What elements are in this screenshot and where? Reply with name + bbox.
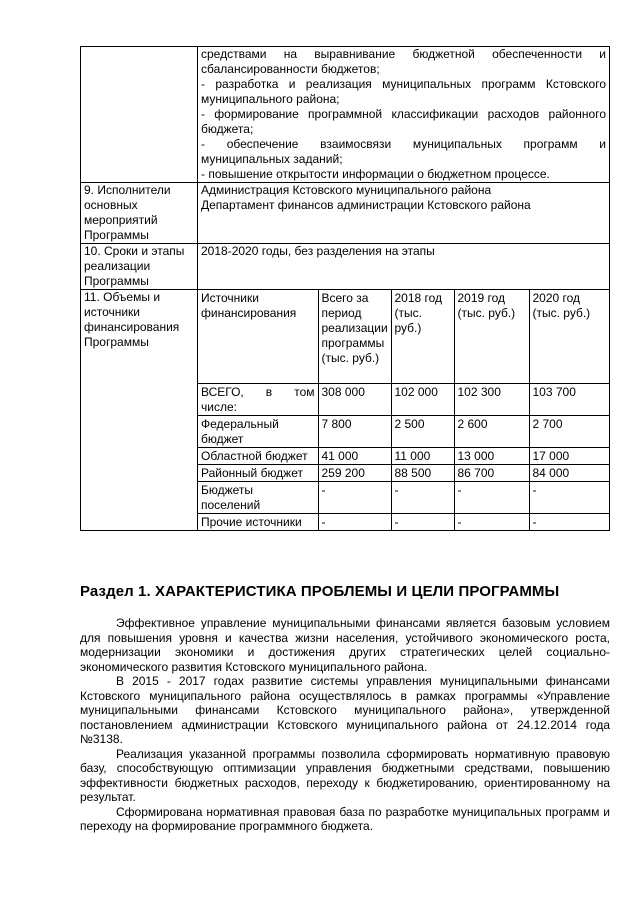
- financing-label: 11. Объемы и источники финансирования Программы: [81, 290, 198, 531]
- passport-label-cell: [81, 47, 198, 183]
- program-passport-table: [80, 46, 610, 531]
- header-2019: 2019 год (тыс. руб.): [454, 290, 529, 384]
- passport-value-cell: [198, 47, 610, 183]
- section-title: Раздел 1. ХАРАКТЕРИСТИКА ПРОБЛЕМЫ И ЦЕЛИ ПРОГРАММЫ: [80, 583, 560, 600]
- executor-line: Администрация Кстовского муниципального района: [201, 183, 492, 197]
- value-2020: 84 000: [529, 465, 609, 482]
- terms-label: 10. Сроки и этапы реализации Программы: [81, 244, 198, 290]
- value-total: 7 800: [318, 416, 391, 448]
- terms-value: 2018-2020 годы, без разделения на этапы: [198, 244, 610, 290]
- source-name: Районный бюджет: [198, 465, 318, 482]
- value-2020: -: [529, 514, 609, 531]
- task-line: - формирование программной классификации расходов районного бюджета;: [201, 107, 606, 136]
- task-line: средствами на выравнивание бюджетной обеспеченности и сбалансированности бюджетов;: [201, 47, 606, 76]
- section-body: [80, 616, 610, 834]
- value-2020: 2 700: [529, 416, 609, 448]
- body-paragraph: Сформирована нормативная правовая база по разработке муниципальных программ и переходу на формирование программного бюджета.: [80, 804, 610, 833]
- passport-row-terms: [81, 244, 610, 290]
- value-2018: 2 500: [391, 416, 454, 448]
- financing-row: [198, 416, 609, 448]
- body-paragraph: В 2015 - 2017 годах развитие системы управления муниципальными финансами Кстовского муниципального района осуществлялось в рамках программы «Управление муниципальными финансами Кстовского муниципального района», утвержденной постановлением администрации Кстовского муниципального района от 24.12.2014 года №3138.: [80, 674, 610, 746]
- value-2019: 13 000: [454, 448, 529, 465]
- source-name: Прочие источники: [198, 514, 318, 531]
- executors-value: [198, 183, 610, 244]
- value-2018: -: [391, 482, 454, 514]
- body-paragraph: Эффективное управление муниципальными финансами является базовым условием для повышения уровня и качества жизни населения, устойчивого экономического роста, модернизации экономики и достижения других стратегических целей социально-экономического развития Кстовского муниципального района.: [80, 616, 610, 674]
- financing-row: [198, 465, 609, 482]
- value-total: -: [318, 482, 391, 514]
- financing-header-row: [198, 290, 609, 384]
- value-2019: -: [454, 514, 529, 531]
- value-2018: 11 000: [391, 448, 454, 465]
- value-2020: 17 000: [529, 448, 609, 465]
- executor-line: Департамент финансов администрации Кстовского района: [201, 198, 531, 212]
- value-total: -: [318, 514, 391, 531]
- value-2019: 86 700: [454, 465, 529, 482]
- task-line: - повышение открытости информации о бюджетном процессе.: [201, 167, 550, 181]
- value-2018: 102 000: [391, 384, 454, 416]
- financing-row: [198, 482, 609, 514]
- task-line: - разработка и реализация муниципальных программ Кстовского муниципального района;: [201, 77, 606, 106]
- financing-table: [198, 290, 609, 530]
- source-name: Федеральный бюджет: [198, 416, 318, 448]
- task-line: - обеспечение взаимосвязи муниципальных программ и муниципальных заданий;: [201, 137, 606, 166]
- value-2020: 103 700: [529, 384, 609, 416]
- value-total: 259 200: [318, 465, 391, 482]
- value-2018: -: [391, 514, 454, 531]
- value-2020: -: [529, 482, 609, 514]
- executors-label: 9. Исполнители основных мероприятий Программы: [81, 183, 198, 244]
- source-name: Бюджеты поселений: [198, 482, 318, 514]
- body-paragraph: Реализация указанной программы позволила сформировать нормативную правовую базу, способствующую оптимизации управления бюджетными средствами, повышению эффективности бюджетных расходов, переходу к бюджетированию, ориентированному на результат.: [80, 746, 610, 804]
- source-name: ВСЕГО, в том числе:: [198, 384, 318, 416]
- value-total: 41 000: [318, 448, 391, 465]
- value-2019: 102 300: [454, 384, 529, 416]
- value-2019: 2 600: [454, 416, 529, 448]
- header-2018: 2018 год (тыс. руб.): [391, 290, 454, 384]
- header-total: Всего за период реализации программы (тыс. руб.): [318, 290, 391, 384]
- passport-row-financing: [81, 290, 610, 531]
- financing-row: [198, 514, 609, 531]
- source-name: Областной бюджет: [198, 448, 318, 465]
- financing-cell: [198, 290, 610, 531]
- value-2018: 88 500: [391, 465, 454, 482]
- header-2020: 2020 год (тыс. руб.): [529, 290, 609, 384]
- value-2019: -: [454, 482, 529, 514]
- financing-row: [198, 384, 609, 416]
- passport-row-executors: [81, 183, 610, 244]
- header-source: Источники финансирования: [198, 290, 318, 384]
- financing-row: [198, 448, 609, 465]
- value-total: 308 000: [318, 384, 391, 416]
- passport-row-continuation: [81, 47, 610, 183]
